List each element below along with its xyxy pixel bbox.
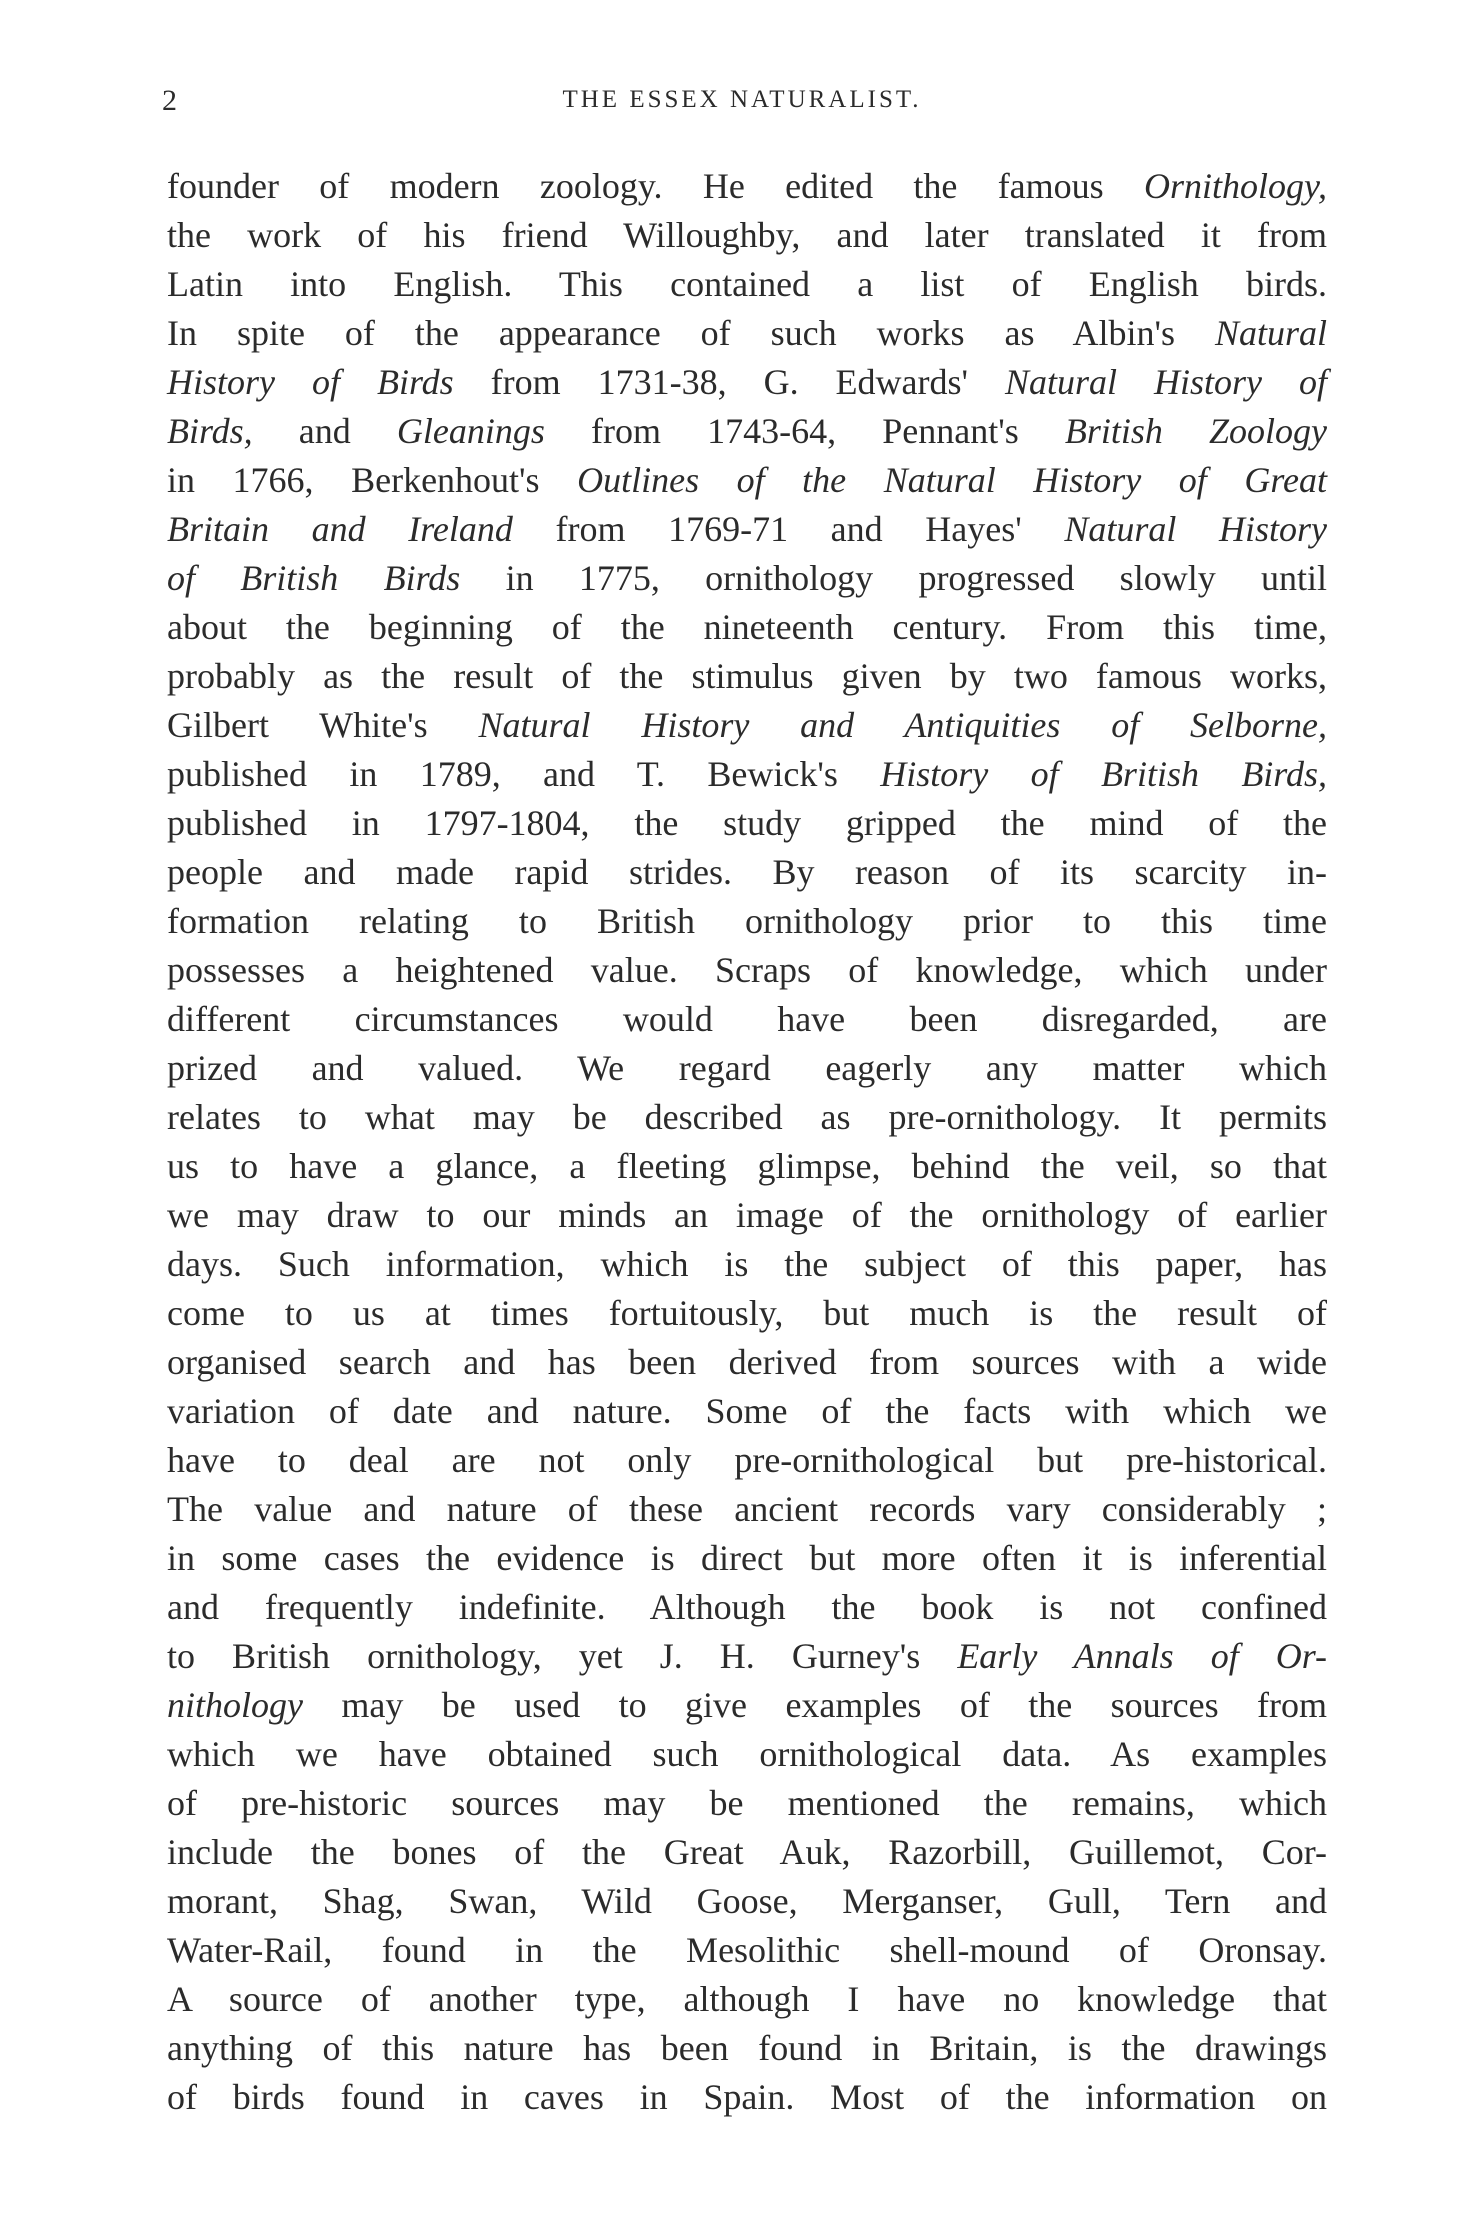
text-line xyxy=(167,1730,1327,1779)
text-segment: published in 1797-1804, the study gripped the mind of the xyxy=(167,803,1327,843)
text-segment: the work of his friend Willoughby, and later translated it from xyxy=(167,215,1327,255)
italic-title-text: History of Birds xyxy=(167,362,454,402)
italic-title-text: Ornithology, xyxy=(1143,166,1327,206)
text-segment: A source of another type, although I have no knowledge that xyxy=(167,1979,1327,2019)
italic-title-text: British Zoology xyxy=(1064,411,1327,451)
text-segment: from 1769-71 and Hayes' xyxy=(512,509,1065,549)
text-segment: and xyxy=(252,411,397,451)
text-line xyxy=(167,897,1327,946)
text-segment: in 1775, ornithology progressed slowly until xyxy=(460,558,1327,598)
text-segment: Latin into English. This contained a list of English birds. xyxy=(167,264,1327,304)
text-line xyxy=(167,1289,1327,1338)
text-segment: to British ornithology, yet J. H. Gurney's xyxy=(167,1636,958,1676)
text-segment: Gilbert White's xyxy=(167,705,479,745)
text-line xyxy=(167,701,1327,750)
body-text xyxy=(167,162,1327,2122)
page-number: 2 xyxy=(162,84,178,117)
text-line xyxy=(167,1926,1327,1975)
text-line xyxy=(167,1779,1327,1828)
italic-title-text: nithology xyxy=(167,1685,303,1725)
text-line xyxy=(167,1142,1327,1191)
text-line xyxy=(167,1044,1327,1093)
text-line xyxy=(167,1877,1327,1926)
text-line xyxy=(167,946,1327,995)
italic-title-text: Birds, xyxy=(167,411,253,451)
text-line xyxy=(167,1387,1327,1436)
italic-title-text: Natural xyxy=(1214,313,1327,353)
text-segment: formation relating to British ornithology prior to this time xyxy=(167,901,1327,941)
text-segment: may be used to give examples of the sources from xyxy=(302,1685,1327,1725)
text-segment: which we have obtained such ornithological data. As examples xyxy=(167,1734,1327,1774)
text-segment: in some cases the evidence is direct but more often it is inferential xyxy=(167,1538,1327,1578)
text-segment: come to us at times fortuitously, but much is the result of xyxy=(167,1293,1327,1333)
text-line xyxy=(167,162,1327,211)
text-line xyxy=(167,407,1327,456)
text-line xyxy=(167,652,1327,701)
text-line xyxy=(167,505,1327,554)
italic-title-text: of British Birds xyxy=(167,558,461,598)
text-segment: of pre-historic sources may be mentioned the remains, which xyxy=(167,1783,1327,1823)
text-segment: anything of this nature has been found in Britain, is the drawings xyxy=(167,2028,1327,2068)
text-line xyxy=(167,750,1327,799)
text-segment: In spite of the appearance of such works as Albin's xyxy=(167,313,1215,353)
italic-title-text: Gleanings xyxy=(396,411,545,451)
text-line xyxy=(167,1191,1327,1240)
text-line xyxy=(167,211,1327,260)
text-segment: in 1766, Berkenhout's xyxy=(167,460,578,500)
italic-title-text: Natural History of xyxy=(1005,362,1327,402)
running-head: THE ESSEX NATURALIST. xyxy=(562,86,922,113)
text-line xyxy=(167,1093,1327,1142)
text-line xyxy=(167,2073,1327,2122)
text-segment: and frequently indefinite. Although the book is not confined xyxy=(167,1587,1327,1627)
text-line xyxy=(167,260,1327,309)
text-line xyxy=(167,1338,1327,1387)
italic-title-text: Britain and Ireland xyxy=(167,509,513,549)
text-line xyxy=(167,554,1327,603)
text-segment: variation of date and nature. Some of the facts with which we xyxy=(167,1391,1327,1431)
text-segment: published in 1789, and T. Bewick's xyxy=(167,754,881,794)
text-segment: organised search and has been derived from sources with a wide xyxy=(167,1342,1327,1382)
text-segment: us to have a glance, a fleeting glimpse, behind the veil, so that xyxy=(167,1146,1327,1186)
text-line xyxy=(167,1632,1327,1681)
text-segment: from 1743-64, Pennant's xyxy=(544,411,1065,451)
italic-title-text: Natural History and Antiquities of Selborne, xyxy=(478,705,1327,745)
text-segment: prized and valued. We regard eagerly any matter which xyxy=(167,1048,1327,1088)
text-segment: we may draw to our minds an image of the ornithology of earlier xyxy=(167,1195,1327,1235)
text-segment: morant, Shag, Swan, Wild Goose, Merganser, Gull, Tern and xyxy=(167,1881,1327,1921)
page-header xyxy=(162,84,1322,134)
text-line xyxy=(167,1681,1327,1730)
text-segment: founder of modern zoology. He edited the famous xyxy=(167,166,1144,206)
text-line xyxy=(167,309,1327,358)
text-line xyxy=(167,1240,1327,1289)
text-segment: of birds found in caves in Spain. Most of the information on xyxy=(167,2077,1327,2117)
text-line xyxy=(167,1485,1327,1534)
text-segment: have to deal are not only pre-ornithological but pre-historical. xyxy=(167,1440,1327,1480)
text-segment: days. Such information, which is the subject of this paper, has xyxy=(167,1244,1327,1284)
text-line xyxy=(167,848,1327,897)
text-line xyxy=(167,1534,1327,1583)
text-line xyxy=(167,1436,1327,1485)
text-line xyxy=(167,1583,1327,1632)
text-line xyxy=(167,1828,1327,1877)
text-segment: relates to what may be described as pre-ornithology. It permits xyxy=(167,1097,1327,1137)
text-segment: people and made rapid strides. By reason of its scarcity in- xyxy=(167,852,1327,892)
italic-title-text: Natural History xyxy=(1064,509,1327,549)
text-line xyxy=(167,603,1327,652)
text-segment: possesses a heightened value. Scraps of knowledge, which under xyxy=(167,950,1327,990)
text-segment: about the beginning of the nineteenth century. From this time, xyxy=(167,607,1327,647)
text-segment: include the bones of the Great Auk, Razorbill, Guillemot, Cor- xyxy=(167,1832,1327,1872)
text-line xyxy=(167,358,1327,407)
text-segment: from 1731-38, G. Edwards' xyxy=(453,362,1005,402)
text-line xyxy=(167,1975,1327,2024)
text-segment: different circumstances would have been disregarded, are xyxy=(167,999,1327,1039)
text-line xyxy=(167,995,1327,1044)
text-line xyxy=(167,799,1327,848)
italic-title-text: Early Annals of Or- xyxy=(957,1636,1328,1676)
text-segment: Water-Rail, found in the Mesolithic shell-mound of Oronsay. xyxy=(167,1930,1327,1970)
text-line xyxy=(167,2024,1327,2073)
text-segment: probably as the result of the stimulus given by two famous works, xyxy=(167,656,1327,696)
text-line xyxy=(167,456,1327,505)
italic-title-text: History of British Birds, xyxy=(880,754,1327,794)
text-segment: The value and nature of these ancient records vary considerably ; xyxy=(167,1489,1327,1529)
italic-title-text: Outlines of the Natural History of Great xyxy=(577,460,1327,500)
